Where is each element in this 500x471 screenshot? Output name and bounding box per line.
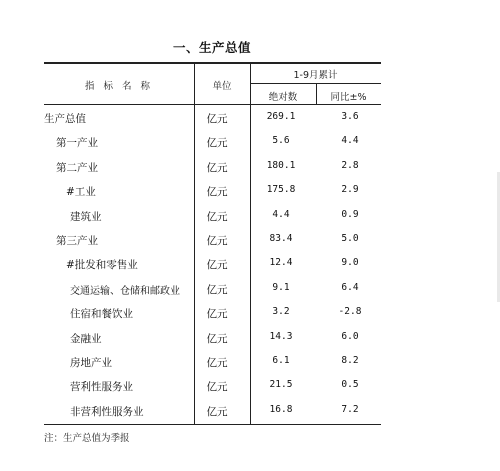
row-name: 非营利性服务业 <box>70 405 144 418</box>
row-yoy: 5.0 <box>341 233 359 244</box>
row-unit: 亿元 <box>206 381 228 394</box>
row-absolute: 9.1 <box>272 281 290 293</box>
header-absolute: 绝对数 <box>268 92 298 103</box>
row-unit: 亿元 <box>206 137 228 150</box>
table-title: 一、生产总值 <box>172 40 251 55</box>
header-bottom-rule <box>44 104 381 105</box>
row-name: #批发和零售业 <box>66 259 138 272</box>
row-yoy: 9.0 <box>341 257 359 269</box>
table-row <box>44 228 381 252</box>
row-yoy: 8.2 <box>341 355 359 366</box>
row-yoy: 3.6 <box>341 111 359 122</box>
bottom-rule <box>44 424 381 425</box>
row-unit: 亿元 <box>206 113 228 125</box>
footnote: 注：生产总值为季报 <box>44 433 130 444</box>
row-absolute: 21.5 <box>269 379 293 391</box>
divider-abs-yoy <box>316 83 317 104</box>
row-unit: 亿元 <box>206 405 228 418</box>
table-row <box>44 350 381 374</box>
header-indicator: 指 标 名 称 <box>84 81 154 92</box>
row-name: 营利性服务业 <box>70 381 133 394</box>
row-absolute: 175.8 <box>266 184 296 196</box>
table-row <box>44 326 381 350</box>
row-unit: 亿元 <box>206 357 228 369</box>
header-period: 1-9月累计 <box>293 70 338 81</box>
row-name: #工业 <box>66 186 96 199</box>
row-name: 住宿和餐饮业 <box>70 308 133 321</box>
table-row <box>44 252 381 276</box>
row-unit: 亿元 <box>206 235 228 247</box>
row-yoy: 6.4 <box>341 281 359 293</box>
row-name: 建筑业 <box>70 210 102 223</box>
row-absolute: 3.2 <box>272 306 290 318</box>
row-yoy: 0.9 <box>341 208 359 220</box>
header-unit: 单位 <box>212 81 232 92</box>
row-name: 房地产业 <box>70 357 112 369</box>
row-unit: 亿元 <box>206 210 228 223</box>
row-name: 生产总值 <box>44 113 86 125</box>
row-unit: 亿元 <box>206 161 228 174</box>
row-absolute: 16.8 <box>269 403 293 415</box>
row-yoy: -2.8 <box>338 306 362 318</box>
row-yoy: 2.9 <box>341 184 359 196</box>
row-absolute: 180.1 <box>266 159 296 171</box>
row-unit: 亿元 <box>206 259 228 272</box>
row-yoy: 6.0 <box>341 330 359 342</box>
row-absolute: 4.4 <box>272 208 290 220</box>
row-yoy: 2.8 <box>341 159 359 171</box>
top-rule <box>44 62 381 64</box>
row-absolute: 83.4 <box>269 233 293 244</box>
row-absolute: 14.3 <box>269 330 293 342</box>
row-unit: 亿元 <box>206 332 228 345</box>
row-unit: 亿元 <box>206 308 228 321</box>
row-name: 交通运输、仓储和邮政业 <box>70 285 180 297</box>
table-row <box>44 301 381 325</box>
table-row <box>44 106 381 130</box>
table-row <box>44 179 381 203</box>
header-yoy: 同比±% <box>330 92 367 103</box>
row-unit: 亿元 <box>206 186 228 199</box>
row-absolute: 5.6 <box>272 135 290 147</box>
row-name: 第一产业 <box>56 137 98 150</box>
row-name: 第二产业 <box>56 161 98 174</box>
table-row <box>44 130 381 154</box>
row-name: 第三产业 <box>56 235 98 247</box>
row-absolute: 269.1 <box>266 111 296 122</box>
row-yoy: 0.5 <box>341 379 359 391</box>
table-row <box>44 277 381 301</box>
table-row <box>44 155 381 179</box>
row-absolute: 6.1 <box>272 355 290 366</box>
row-unit: 亿元 <box>206 283 228 296</box>
table-row <box>44 399 381 423</box>
row-yoy: 7.2 <box>341 403 359 415</box>
table-row <box>44 204 381 228</box>
row-absolute: 12.4 <box>269 257 293 269</box>
table-row <box>44 374 381 398</box>
row-name: 金融业 <box>70 332 102 345</box>
row-yoy: 4.4 <box>341 135 359 147</box>
